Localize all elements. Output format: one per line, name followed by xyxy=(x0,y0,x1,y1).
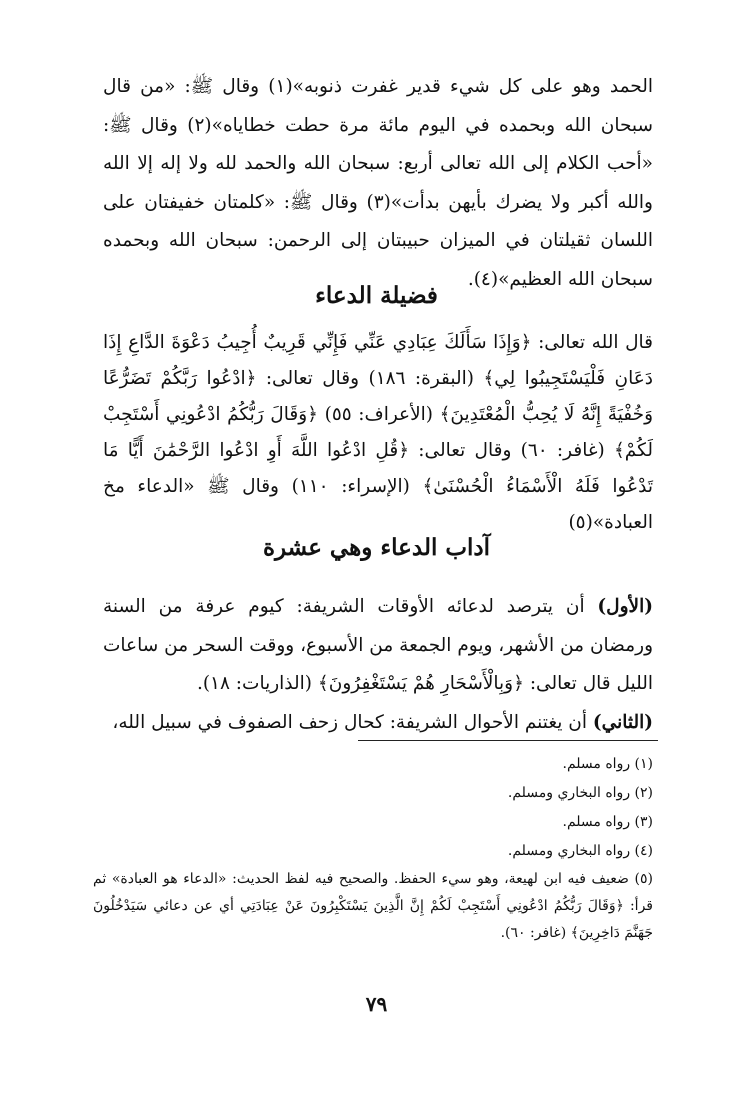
footnote-3: (٣) رواه مسلم. xyxy=(562,814,653,830)
intro-paragraph xyxy=(103,68,653,299)
section-heading-virtue-of-supplication: فضيلة الدعاء xyxy=(315,282,438,309)
etiquette-paragraphs xyxy=(103,588,653,742)
first-label: (الأول) xyxy=(597,596,653,617)
first-text: أن يترصد لدعائه الأوقات الشريفة: كيوم عرفة من السنة ورمضان من الأشهر، ويوم الجمعة من الأسبوع، ووقت السحر من ساعات الليل قال تعالى: ﴿وَبِالْأَسْحَارِ هُمْ يَسْتَغْفِرُونَ﴾ (الذاريات: ١٨). xyxy=(103,596,653,694)
etiquette-first xyxy=(103,588,653,704)
virtue-paragraph xyxy=(103,325,653,541)
footnote-5: (٥) ضعيف فيه ابن لهيعة، وهو سيء الحفظ. والصحيح فيه لفظ الحديث: «الدعاء هو العبادة» ثم قرأ: ﴿وَقَالَ رَبُّكُمُ ادْعُونِي أَسْتَجِبْ لَكُمْ إِنَّ الَّذِينَ يَسْتَكْبِرُونَ عَنْ عِبَادَتِي أي عن دعائي سَيَدْخُلُونَ جَهَنَّمَ دَاخِرِينَ﴾ (غافر: ٦٠). xyxy=(93,871,653,941)
virtue-text: قال الله تعالى: ﴿وَإِذَا سَأَلَكَ عِبَادِي عَنِّي فَإِنِّي قَرِيبٌ أُجِيبُ دَعْوَةَ الدَّاعِ إِذَا دَعَانِ فَلْيَسْتَجِيبُوا لِي﴾ (البقرة: ١٨٦) وقال تعالى: ﴿ادْعُوا رَبَّكُمْ تَضَرُّعًا وَخُفْيَةً إِنَّهُ لَا يُحِبُّ الْمُعْتَدِينَ﴾ (الأعراف: ٥٥) ﴿وَقَالَ رَبُّكُمُ ادْعُونِي أَسْتَجِبْ لَكُمْ﴾ (غافر: ٦٠) وقال تعالى: ﴿قُلِ ادْعُوا اللَّهَ أَوِ ادْعُوا الرَّحْمَٰنَ أَيًّا مَا تَدْعُوا فَلَهُ الْأَسْمَاءُ الْحُسْنَىٰ﴾ (الإسراء: ١١٠) وقال ﷺ «الدعاء مخ العبادة»(٥) xyxy=(103,332,654,533)
second-text: أن يغتنم الأحوال الشريفة: كحال زحف الصفوف في سبيل الله، xyxy=(112,711,593,733)
section-heading-etiquette: آداب الدعاء وهي عشرة xyxy=(262,534,491,561)
footnotes xyxy=(93,750,653,947)
footnote-4: (٤) رواه البخاري ومسلم. xyxy=(507,843,653,859)
intro-text: الحمد وهو على كل شيء قدير غفرت ذنوبه»(١) وقال ﷺ: «من قال سبحان الله وبحمده في اليوم مائة مرة حطت خطاياه»(٢) وقال ﷺ: «أحب الكلام إلى الله تعالى أربع: سبحان الله والحمد لله ولا إله إلا الله والله أكبر ولا يضرك بأيهن بدأت»(٣) وقال ﷺ: «كلمتان خفيفتان على اللسان ثقيلتان في الميزان حبيبتان إلى الرحمن: سبحان الله وبحمده سبحان الله العظيم»(٤). xyxy=(103,76,653,290)
second-label: (الثاني) xyxy=(592,711,653,733)
footnote-divider xyxy=(358,740,658,741)
page-number: ٧٩ xyxy=(365,992,388,1016)
footnote-1: (١) رواه مسلم. xyxy=(562,756,653,772)
footnote-2: (٢) رواه البخاري ومسلم. xyxy=(507,785,653,801)
etiquette-second xyxy=(103,704,653,743)
